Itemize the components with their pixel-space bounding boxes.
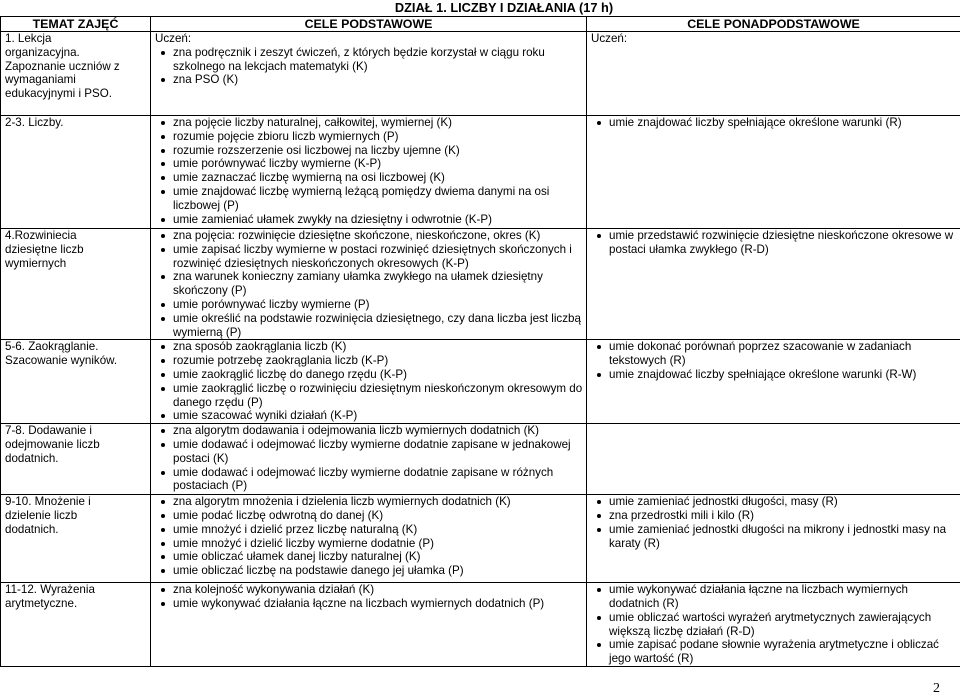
topic-line: Zapoznanie uczniów z — [5, 60, 150, 74]
goal-item: rozumie potrzebę zaokrąglania liczb (K-P) — [173, 354, 586, 368]
goal-item: umie mnożyć i dzielić przez liczbę naturalną (K) — [173, 523, 586, 537]
topic-cell — [1, 116, 151, 229]
goal-item: rozumie pojęcie zbioru liczb wymiernych (P) — [173, 130, 586, 144]
extra-goals-cell — [587, 495, 960, 583]
page-number: 2 — [933, 682, 940, 696]
topic-line: dodatnich. — [5, 452, 150, 466]
basic-goals-cell — [151, 116, 587, 229]
topic-line: dodatnich. — [5, 523, 150, 537]
goal-item: zna kolejność wykonywania działań (K) — [173, 583, 586, 597]
goal-item: umie zamieniać jednostki długości, masy (R) — [609, 495, 960, 509]
goal-item: umie dodawać i odejmować liczby wymierne dodatnie zapisane w jednakowej postaci (K) — [173, 438, 586, 466]
goal-item: umie porównywać liczby wymierne (K-P) — [173, 157, 586, 171]
goal-item: umie znajdować liczbę wymierną leżącą pomiędzy dwiema danymi na osi liczbowej (P) — [173, 185, 586, 213]
section-title: DZIAŁ 1. LICZBY I DZIAŁANIA (17 h) — [0, 0, 960, 16]
goal-list — [591, 495, 960, 550]
topic-line: arytmetyczne. — [5, 597, 150, 611]
extra-goals-cell — [587, 340, 960, 424]
table-row — [1, 116, 960, 229]
topic-line: 2-3. Liczby. — [5, 116, 150, 130]
topic-cell — [1, 583, 151, 667]
goal-item: umie szacować wyniki działań (K-P) — [173, 409, 586, 423]
goal-item: zna podręcznik i zeszyt ćwiczeń, z których będzie korzystał w ciągu roku szkolnego na lekcjach matematyki (K) — [173, 46, 586, 74]
goal-item: umie przedstawić rozwinięcie dziesiętne nieskończone okresowe w postaci ułamka zwykłego (R-D) — [609, 229, 960, 257]
basic-goals-cell — [151, 495, 587, 583]
header-topic: TEMAT ZAJĘĆ — [1, 17, 151, 32]
goal-item: umie zaokrąglić liczbę o rozwinięciu dziesiętnym nieskończonym okresowym do danego rzędu (P) — [173, 382, 586, 410]
goal-list — [591, 583, 960, 666]
goal-item: umie obliczać liczbę na podstawie danego jej ułamka (P) — [173, 564, 586, 578]
extra-goals-cell — [587, 229, 960, 340]
goal-item: umie znajdować liczby spełniające określone warunki (R-W) — [609, 368, 960, 382]
topic-cell — [1, 32, 151, 116]
goal-list — [155, 229, 586, 339]
goal-list — [155, 583, 586, 611]
goal-item: umie zamieniać ułamek zwykły na dziesiętny i odwrotnie (K-P) — [173, 213, 586, 227]
goal-list — [155, 424, 586, 493]
topic-cell — [1, 424, 151, 495]
goal-item: umie zamieniać jednostki długości na mikrony i jednostki masy na karaty (R) — [609, 523, 960, 551]
goal-list — [155, 340, 586, 423]
goal-item: umie podać liczbę odwrotną do danej (K) — [173, 509, 586, 523]
goal-item: umie znajdować liczby spełniające określone warunki (R) — [609, 116, 960, 130]
topic-line: 5-6. Zaokrąglanie. — [5, 340, 150, 354]
topic-cell — [1, 340, 151, 424]
goal-item: umie zapisać liczby wymierne w postaci rozwinięć dziesiętnych skończonych i rozwinięć dziesiętnych nieskończonych okresowych (K-P) — [173, 243, 586, 271]
goal-item: umie określić na podstawie rozwinięcia dziesiętnego, czy dana liczba jest liczbą wymierną (P) — [173, 312, 586, 340]
goal-item: umie wykonywać działania łączne na liczbach wymiernych dodatnich (P) — [173, 597, 586, 611]
topic-line: 7-8. Dodawanie i — [5, 424, 150, 438]
table-row — [1, 424, 960, 495]
extra-goals-cell — [587, 583, 960, 667]
goal-list — [155, 46, 586, 87]
goal-item: zna pojęcie liczby naturalnej, całkowitej, wymiernej (K) — [173, 116, 586, 130]
goal-item: umie obliczać ułamek danej liczby naturalnej (K) — [173, 550, 586, 564]
extra-goals-cell — [587, 424, 960, 495]
student-heading: Uczeń: — [591, 32, 960, 46]
basic-goals-cell — [151, 424, 587, 495]
topic-line: dziesiętne liczb — [5, 243, 150, 257]
extra-goals-cell — [587, 116, 960, 229]
goal-item: zna pojęcia: rozwinięcie dziesiętne skończone, nieskończone, okres (K) — [173, 229, 586, 243]
topic-line: 1. Lekcja — [5, 32, 150, 46]
basic-goals-cell — [151, 583, 587, 667]
table-row — [1, 32, 960, 116]
goal-item: zna przedrostki mili i kilo (R) — [609, 509, 960, 523]
goal-item: zna algorytm dodawania i odejmowania liczb wymiernych dodatnich (K) — [173, 424, 586, 438]
topic-line: edukacyjnymi i PSO. — [5, 87, 150, 101]
goal-item: umie zaznaczać liczbę wymierną na osi liczbowej (K) — [173, 171, 586, 185]
table-row — [1, 495, 960, 583]
goal-item: umie mnożyć i dzielić liczby wymierne dodatnie (P) — [173, 537, 586, 551]
topic-cell — [1, 495, 151, 583]
topic-line: 9-10. Mnożenie i — [5, 495, 150, 509]
table-body — [1, 32, 960, 667]
header-basic-goals: CELE PODSTAWOWE — [151, 17, 587, 32]
table-row — [1, 583, 960, 667]
goal-item: zna sposób zaokrąglania liczb (K) — [173, 340, 586, 354]
topic-line: Szacowanie wyników. — [5, 354, 150, 368]
goal-item: umie wykonywać działania łączne na liczbach wymiernych dodatnich (R) — [609, 583, 960, 611]
student-heading: Uczeń: — [155, 32, 586, 46]
goal-item: rozumie rozszerzenie osi liczbowej na liczby ujemne (K) — [173, 144, 586, 158]
topic-line: odejmowanie liczb — [5, 438, 150, 452]
basic-goals-cell — [151, 32, 587, 116]
curriculum-table — [0, 16, 960, 667]
extra-goals-cell — [587, 32, 960, 116]
topic-line: 4.Rozwiniecia — [5, 229, 150, 243]
goal-list — [591, 340, 960, 381]
header-extra-goals: CELE PONADPODSTAWOWE — [587, 17, 960, 32]
table-row — [1, 340, 960, 424]
topic-line: dzielenie liczb — [5, 509, 150, 523]
goal-item: umie obliczać wartości wyrażeń arytmetycznych zawierających większą liczbę działań (R-D) — [609, 611, 960, 639]
goal-item: umie zapisać podane słownie wyrażenia arytmetyczne i obliczać jego wartość (R) — [609, 638, 960, 666]
topic-line: organizacyjna. — [5, 46, 150, 60]
goal-item: zna algorytm mnożenia i dzielenia liczb wymiernych dodatnich (K) — [173, 495, 586, 509]
goal-list — [155, 495, 586, 578]
basic-goals-cell — [151, 340, 587, 424]
topic-line: wymaganiami — [5, 73, 150, 87]
goal-list — [591, 229, 960, 257]
goal-list — [155, 116, 586, 226]
goal-item: umie zaokrąglić liczbę do danego rzędu (K-P) — [173, 368, 586, 382]
table-row — [1, 229, 960, 340]
goal-item: umie dodawać i odejmować liczby wymierne dodatnie zapisane w różnych postaciach (P) — [173, 466, 586, 494]
topic-line: 11-12. Wyrażenia — [5, 583, 150, 597]
table-header-row — [1, 17, 960, 32]
goal-item: zna PSO (K) — [173, 73, 586, 87]
goal-item: zna warunek konieczny zamiany ułamka zwykłego na ułamek dziesiętny skończony (P) — [173, 270, 586, 298]
topic-line: wymiernych — [5, 257, 150, 271]
topic-cell — [1, 229, 151, 340]
goal-list — [591, 116, 960, 130]
goal-item: umie dokonać porównań poprzez szacowanie w zadaniach tekstowych (R) — [609, 340, 960, 368]
goal-item: umie porównywać liczby wymierne (P) — [173, 298, 586, 312]
basic-goals-cell — [151, 229, 587, 340]
